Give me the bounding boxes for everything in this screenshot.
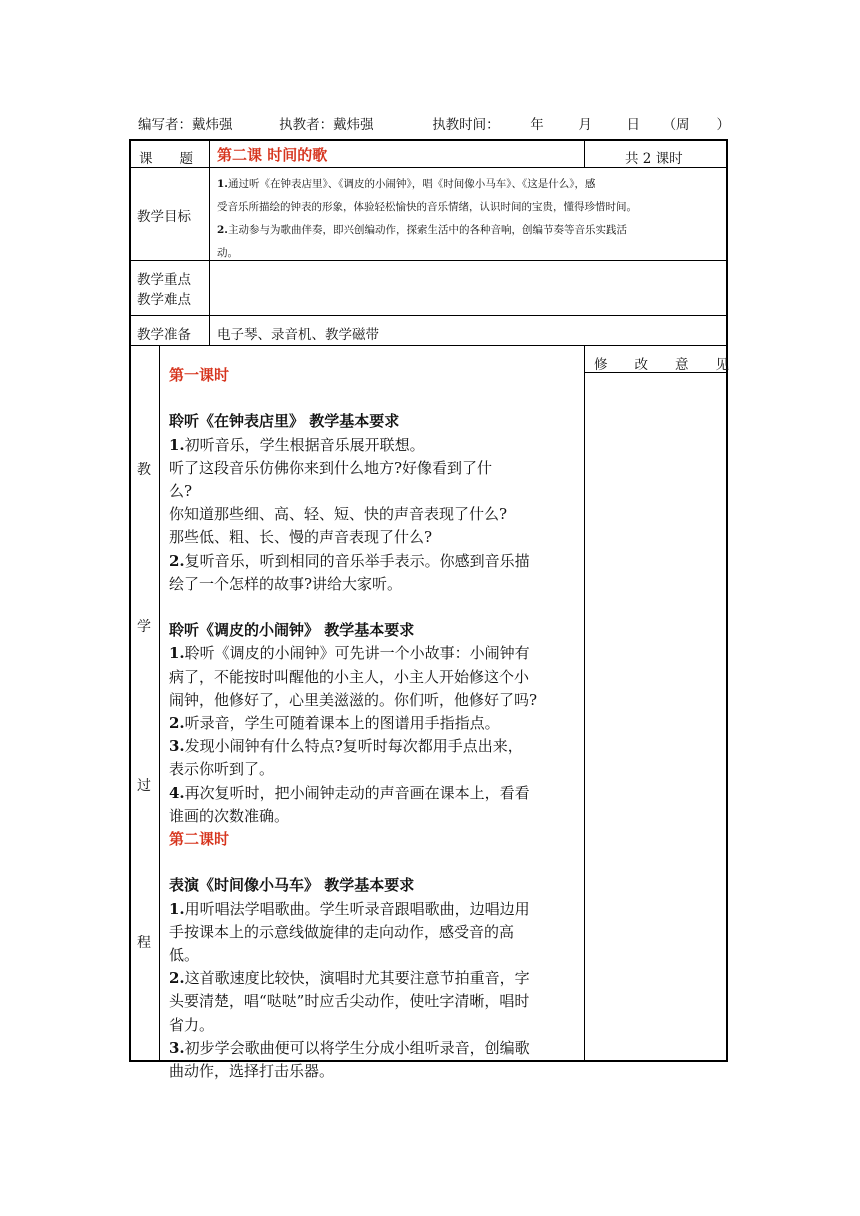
section-1-line: 绘了一个怎样的故事?讲给大家听。 [169, 574, 403, 593]
section-2-line: 谁画的次数准确。 [169, 806, 290, 825]
teacher: 执教者：戴炜强 [279, 117, 374, 133]
revise-label: 修 改 意 见 [594, 357, 729, 373]
section-1-line [169, 550, 584, 573]
goals-label: 教学目标 [137, 209, 191, 225]
item-text: 发现小闹钟有什么特点?复听时每次都用手点出来， [184, 737, 523, 756]
column-divider [159, 345, 160, 1062]
lesson-plan-table [129, 139, 729, 1081]
item-text: 这首歌速度比较快，演唱时尤其要注意节拍重音，字 [184, 969, 530, 988]
writer: 编写者：戴炜强 [138, 117, 233, 133]
item-text: 初步学会歌曲便可以将学生分成小组听录音，创编歌 [184, 1038, 530, 1057]
goal-2-line-1: 主动参与为歌曲伴奏，即兴创编动作，探索生活中的各种音响，创编节奏等音乐实践活 [227, 224, 627, 236]
section-3-line: 省力。 [169, 1015, 215, 1034]
section-3-line: 头要清楚，唱“哒哒”时应舌尖动作，使吐字清晰，唱时 [169, 992, 530, 1011]
row-divider [129, 345, 728, 346]
item-text: 再次复听时，把小闹钟走动的声音画在课本上，看看 [184, 783, 530, 802]
section-3-line: 手按课本上的示意线做旋律的走向动作，感受音的高 [169, 922, 515, 941]
time-label: 执教时间： [432, 117, 500, 133]
section-2-line [169, 735, 584, 758]
section-3-title: 表演《时间像小马车》 教学基本要求 [169, 876, 415, 895]
row-divider [129, 167, 728, 168]
header [138, 113, 730, 133]
goal-1-line-1: 通过听《在钟表店里》、《调皮的小闹钟》，唱《时间像小马车》、《这是什么》，感 [227, 178, 596, 190]
goal-2-line-2: 动。 [217, 247, 238, 259]
goal-1-number: 1. [217, 178, 228, 190]
item-number: 2. [169, 551, 185, 570]
section-2-line: 病了，不能按时叫醒他的小主人，小主人开始修这个小 [169, 667, 530, 686]
item-text: 聆听《调皮的小闹钟》可先讲一个小故事：小闹钟有 [184, 644, 530, 663]
item-number: 1. [169, 435, 185, 454]
item-number: 3. [169, 737, 185, 756]
item-number: 4. [169, 783, 185, 802]
process-char-1: 教 [137, 462, 151, 478]
lesson-1-heading: 第一课时 [169, 366, 230, 384]
day-label: 日 [626, 117, 640, 133]
process-char-3: 过 [137, 778, 151, 794]
hours-label: 共 2 课时 [625, 151, 683, 167]
goals-text [217, 173, 723, 265]
item-number: 2. [169, 969, 185, 988]
difficulty-label: 教学难点 [137, 292, 191, 308]
section-2-line [169, 712, 584, 735]
goal-2-number: 2. [217, 224, 228, 236]
lesson-2-heading: 第二课时 [169, 830, 230, 849]
lesson-title: 第二课 时间的歌 [217, 146, 328, 164]
column-divider [584, 139, 585, 167]
item-number: 1. [169, 644, 185, 663]
section-2-line: 表示你听到了。 [169, 760, 275, 779]
process-char-2: 学 [137, 619, 151, 635]
item-number: 1. [169, 899, 185, 918]
section-3-line [169, 898, 584, 921]
section-3-line: 低。 [169, 946, 200, 965]
item-number: 2. [169, 714, 185, 733]
month-label: 月 [578, 117, 592, 133]
key-points-label [137, 270, 191, 310]
section-2-line [169, 642, 584, 665]
section-2-title: 聆听《调皮的小闹钟》 教学基本要求 [169, 621, 415, 640]
year-label: 年 [530, 117, 544, 133]
section-3-line [169, 967, 584, 990]
section-3-line: 曲动作，选择打击乐器。 [169, 1062, 335, 1081]
section-1-line: 么? [169, 482, 193, 500]
week-label: （周 ） [662, 117, 731, 133]
section-2-line [169, 782, 584, 805]
column-divider [584, 345, 585, 1062]
goal-1-line-2: 受音乐所描绘的钟表的形象，体验轻松愉快的音乐情绪，认识时间的宝贵，懂得珍惜时间。 [217, 201, 637, 213]
section-3-line [169, 1037, 584, 1060]
item-text: 听录音，学生可随着课本上的图谱用手指指点。 [184, 714, 500, 733]
item-text: 复听音乐，听到相同的音乐举手表示。你感到音乐描 [184, 551, 530, 570]
prep-value: 电子琴、录音机、教学磁带 [217, 327, 379, 343]
prep-label: 教学准备 [137, 327, 191, 343]
section-1-line: 听了这段音乐仿佛你来到什么地方?好像看到了什 [169, 458, 493, 477]
section-1-title: 聆听《在钟表店里》 教学基本要求 [169, 412, 400, 431]
item-text: 用听唱法学唱歌曲。学生听录音跟唱歌曲，边唱边用 [184, 899, 530, 918]
row-divider [129, 315, 728, 316]
section-2-line: 闹钟，他修好了，心里美滋滋的。你们听，他修好了吗? [169, 690, 538, 709]
section-1-line: 那些低、粗、长、慢的声音表现了什么? [169, 528, 433, 547]
item-number: 3. [169, 1038, 185, 1057]
item-text: 初听音乐，学生根据音乐展开联想。 [184, 435, 425, 454]
section-1-line: 你知道那些细、高、轻、短、快的声音表现了什么? [169, 505, 508, 524]
key-point-label: 教学重点 [137, 272, 191, 288]
column-divider [209, 139, 210, 345]
process-char-4: 程 [137, 935, 151, 951]
topic-label: 课 题 [139, 151, 193, 167]
section-1-line [169, 434, 584, 457]
process-content [169, 364, 584, 1083]
